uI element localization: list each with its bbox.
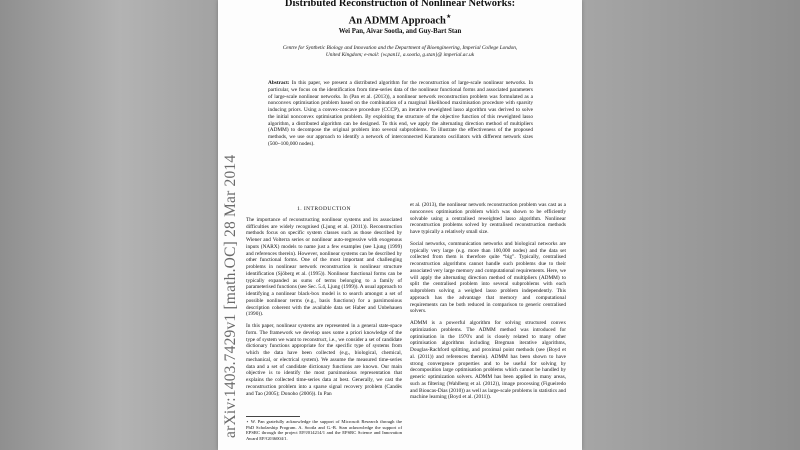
abstract-text: In this paper, we present a distributed algorithm for the reconstruction of large-scale nonlinear networks. In particular, we focus on the identification from time-series data of the nonlinear functional forms and associated parameters of large-scale nonlinear networks. In (Pan et al. (2013)), a nonlinear network reconstruction problem was formulated as a nonconvex optimisation problem based on the combination of a marginal likelihood maximisation procedure with sparsity inducing priors. Using a convex-concave procedure (CCCP), an iterative reweighted lasso algorithm was derived to solve the initial nonconvex optimisation problem. By exploiting the structure of the objective function of this reweighted lasso algorithm, a distributed algorithm can be designed. To this end, we apply the alternating direction method of multipliers (ADMM) to decompose the original problem into several subproblems. To illustrate the effectiveness of the proposed methods, we use our approach to identify a network of interconnected Kuramoto oscillators with different network sizes (500~100,000 nodes). [268,80,533,147]
intro-paragraph-5: ADMM is a powerful algorithm for solving structured convex optimization problems. The ADMM method was introduced for optimisation in the 1970's and is closely related to many other optimisation algorithms including Bregman iterative algorithms, Douglas-Rachford splitting, and proximal point methods (see (Boyd et al. (2011)) and references therein). ADMM has been shown to have strong convergence properties and to be useful for solving by decomposition large optimisation problems which cannot be handled by generic optimization solvers. ADMM has been applied in many areas, such as filtering (Wahlberg et al. (2012)), image processing (Figueiredo and Bioucas-Dias (2010)) as well as large-scale problems in statistics and machine learning (Boyd et al. (2011)). [410,320,566,401]
right-column [410,202,566,406]
title-footnote-mark: ⋆ [445,11,452,21]
paper-page [218,0,582,450]
abstract-label: Abstract: [268,80,290,86]
background-right [582,0,800,450]
arxiv-stamp: arXiv:1403.7429v1 [math.OC] 28 Mar 2014 [222,154,239,438]
title-text: Distributed Reconstruction of Nonlinear Networks: An ADMM Approach [284,0,516,27]
left-column [246,206,402,402]
intro-paragraph-1: The importance of reconstructing nonlinear systems and its associated difficulties are widely recognised (Ljung et al. (2011)). Reconstruction methods focus on specific system classes such as those described by Wiener and Volterra series or nonlinear auto-regressive with exogenous inputs (NARX) models to name just a few examples (see Ljung (1999) and references therein). However, nonlinear systems can be described by other functional forms. One of the most important and challenging problems in nonlinear network reconstruction is nonlinear structure identification (Sjöberg et al. (1995)). Nonlinear functional forms can be typically expanded as sums of terms belonging to a family of parameterised functions (see Sec. 5.4, Ljung (1999)). A usual approach to identifying a nonlinear black-box model is to search amongst a set of possible nonlinear terms (e.g., basis functions) for a parsimonious description coherent with the available data set Haber and Unbehauen (1990)). [246,216,402,318]
intro-paragraph-2: In this paper, nonlinear systems are represented in a general state-space form. The framework we develop uses some a priori knowledge of the type of system we want to reconstruct, i.e., we consider a set of candidate dictionary functions appropriate for the specific type of systems from which the data have been collected (e.g., biological, chemical, mechanical, or electrical system). We assume the measured time-series data and a set of candidate dictionary functions are known. Our main objective is to identify the most parsimonious representation that explains the collected time-series data at best. Generally, we cast the reconstruction problem into a sparse signal recovery problem (Candès and Tao (2005); Donoho (2006)). In Pan [246,323,402,397]
abstract [268,80,533,148]
author-list: Wei Pan, Aivar Sootla, and Guy-Bart Stan [338,28,462,35]
footnote-rule [246,416,300,417]
intro-paragraph-4: Social networks, communication networks and biological networks are typically very large (e.g. more than 100,000 nodes) and the data set collected from them is therefore quite “big”. Typically, centralised reconstruction algorithms cannot handle such problems due to their associated very large memory and computational requirements. Here, we will apply the alternating direction method of multipliers (ADMM) to split the centralised problem into several subproblems with each subproblem solving a weighed lasso problem independently. This approach has the advantage that memory and computational requirements can be both reduced in comparison to generic centralised solvers. [410,240,566,315]
background-left [0,0,218,450]
section-heading-introduction: 1. INTRODUCTION [297,206,351,212]
footnote: ⋆ W. Pan gratefully acknowledge the support of Microsoft Research through the PhD Scholarship Program. A. Sootla and G.-B. Stan acknowledge the support of EPSRC through the project EP/J014214/1 and the EPSRC Science and Innovation Award EP/G036004/1. [246,419,402,441]
intro-paragraph-3: et al. (2013), the nonlinear network reconstruction problem was cast as a nonconvex optimisation problem which was shown to be efficiently solvable using a centralised reweighted lasso algorithm. Nonlinear reconstruction problems solved by centralised reconstruction methods have typically a relatively small size. [410,202,566,235]
paper-title [278,0,522,28]
affiliation: Centre for Synthetic Biology and Innovation and the Department of Bioengineering, Imperial College London, United Kingdom; e-mail: {w.pan11, a.sootla, g.stan}@ imperial.ac.uk [282,45,518,58]
